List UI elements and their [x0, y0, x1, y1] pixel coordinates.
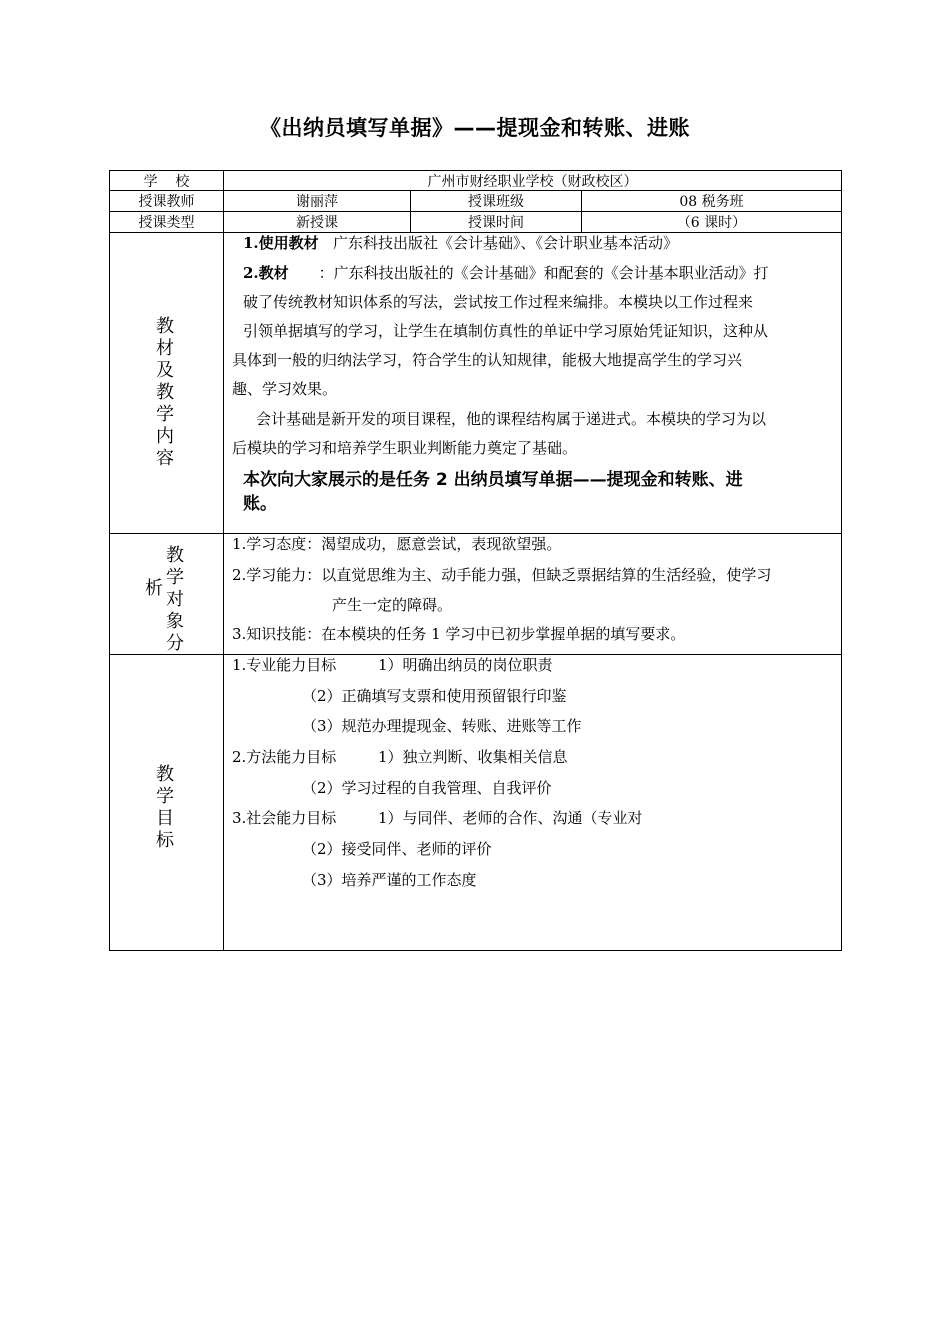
label-char: 教: [166, 545, 184, 566]
type-label: 授课类型: [138, 215, 195, 231]
label-char: 教: [156, 382, 174, 403]
goal-item: （3）规范办理提现金、转账、进账等工作: [302, 717, 582, 735]
label-char: 对: [166, 589, 184, 610]
type-value: 新授课: [296, 215, 338, 231]
goal-item: 1）与同伴、老师的合作、沟通（专业对: [378, 809, 643, 827]
time-label: 授课时间: [468, 215, 524, 231]
material-text: ：广东科技出版社的《会计基础》和配套的《会计基本职业活动》打: [318, 264, 769, 282]
students-line: 1.学习态度：渴望成功，愿意尝试，表现欲望强。: [232, 535, 562, 553]
label-char: 目: [156, 808, 174, 829]
goal-item: （2）学习过程的自我管理、自我评价: [302, 779, 552, 797]
goal-heading: 1.专业能力目标: [232, 656, 337, 674]
label-char: 分: [166, 633, 184, 654]
students-section-label: [163, 545, 187, 655]
material-line: 会计基础是新开发的项目课程，他的课程结构属于递进式。本模块的学习为以: [256, 410, 767, 428]
goal-item: （2）正确填写支票和使用预留银行印鉴: [302, 687, 567, 705]
time-value: （6 课时）: [676, 215, 747, 231]
label-char: 材: [156, 338, 174, 359]
label-char: 内: [156, 426, 174, 447]
label-char: 教: [156, 316, 174, 337]
goals-section-label: [153, 764, 177, 852]
material-highlight: 本次向大家展示的是任务 2 出纳员填写单据——提现金和转账、进: [243, 470, 743, 490]
goal-item: 1）明确出纳员的岗位职责: [378, 656, 553, 674]
material-heading: 2.教材: [243, 264, 289, 282]
class-value: 08 税务班: [679, 194, 744, 210]
teacher-value: 谢丽萍: [296, 194, 338, 210]
label-char: 学: [166, 567, 184, 588]
material-section-label: [153, 316, 177, 470]
material-heading: 1.使用教材: [243, 234, 319, 252]
label-char: 学: [156, 786, 174, 807]
class-label: 授课班级: [468, 194, 524, 210]
goal-item: 1）独立判断、收集相关信息: [378, 748, 568, 766]
label-char: 标: [156, 830, 174, 851]
students-section-label-tail: 析: [145, 578, 163, 599]
goal-item: （2）接受同伴、老师的评价: [302, 840, 492, 858]
label-char: 象: [166, 611, 184, 632]
label-char: 及: [156, 360, 174, 381]
material-line: [243, 259, 769, 288]
material-line: [243, 229, 678, 258]
material-line: 后模块的学习和培养学生职业判断能力奠定了基础。: [232, 439, 578, 457]
material-highlight: 账。: [243, 494, 277, 514]
label-char: 教: [156, 764, 174, 785]
students-line: 2.学习能力：以直觉思维为主、动手能力强，但缺乏票据结算的生活经验，使学习: [232, 566, 772, 584]
goal-heading: 3.社会能力目标: [232, 809, 337, 827]
material-line: 趣、学习效果。: [232, 380, 338, 398]
material-line: 引领单据填写的学习，让学生在填制仿真性的单证中学习原始凭证知识，这种从: [243, 322, 769, 340]
teacher-label: 授课教师: [138, 194, 195, 210]
material-text: 广东科技出版社《会计基础》、《会计职业基本活动》: [332, 234, 678, 252]
students-line: 3.知识技能：在本模块的任务 1 学习中已初步掌握单据的填写要求。: [232, 625, 686, 643]
school-label: 学 校: [143, 173, 190, 190]
school-value: 广州市财经职业学校（财政校区）: [427, 173, 638, 190]
goal-item: （3）培养严谨的工作态度: [302, 871, 477, 889]
label-char: 容: [156, 448, 174, 469]
column-divider: [223, 170, 224, 951]
students-line: 产生一定的障碍。: [332, 596, 453, 614]
label-char: 学: [156, 404, 174, 425]
material-line: 具体到一般的归纳法学习，符合学生的认知规律，能极大地提高学生的学习兴: [232, 351, 743, 369]
goal-heading: 2.方法能力目标: [232, 748, 337, 766]
page-title: 《出纳员填写单据》——提现金和转账、进账: [260, 116, 690, 140]
material-line: 破了传统教材知识体系的写法，尝试按工作过程来编排。本模块以工作过程来: [243, 293, 754, 311]
